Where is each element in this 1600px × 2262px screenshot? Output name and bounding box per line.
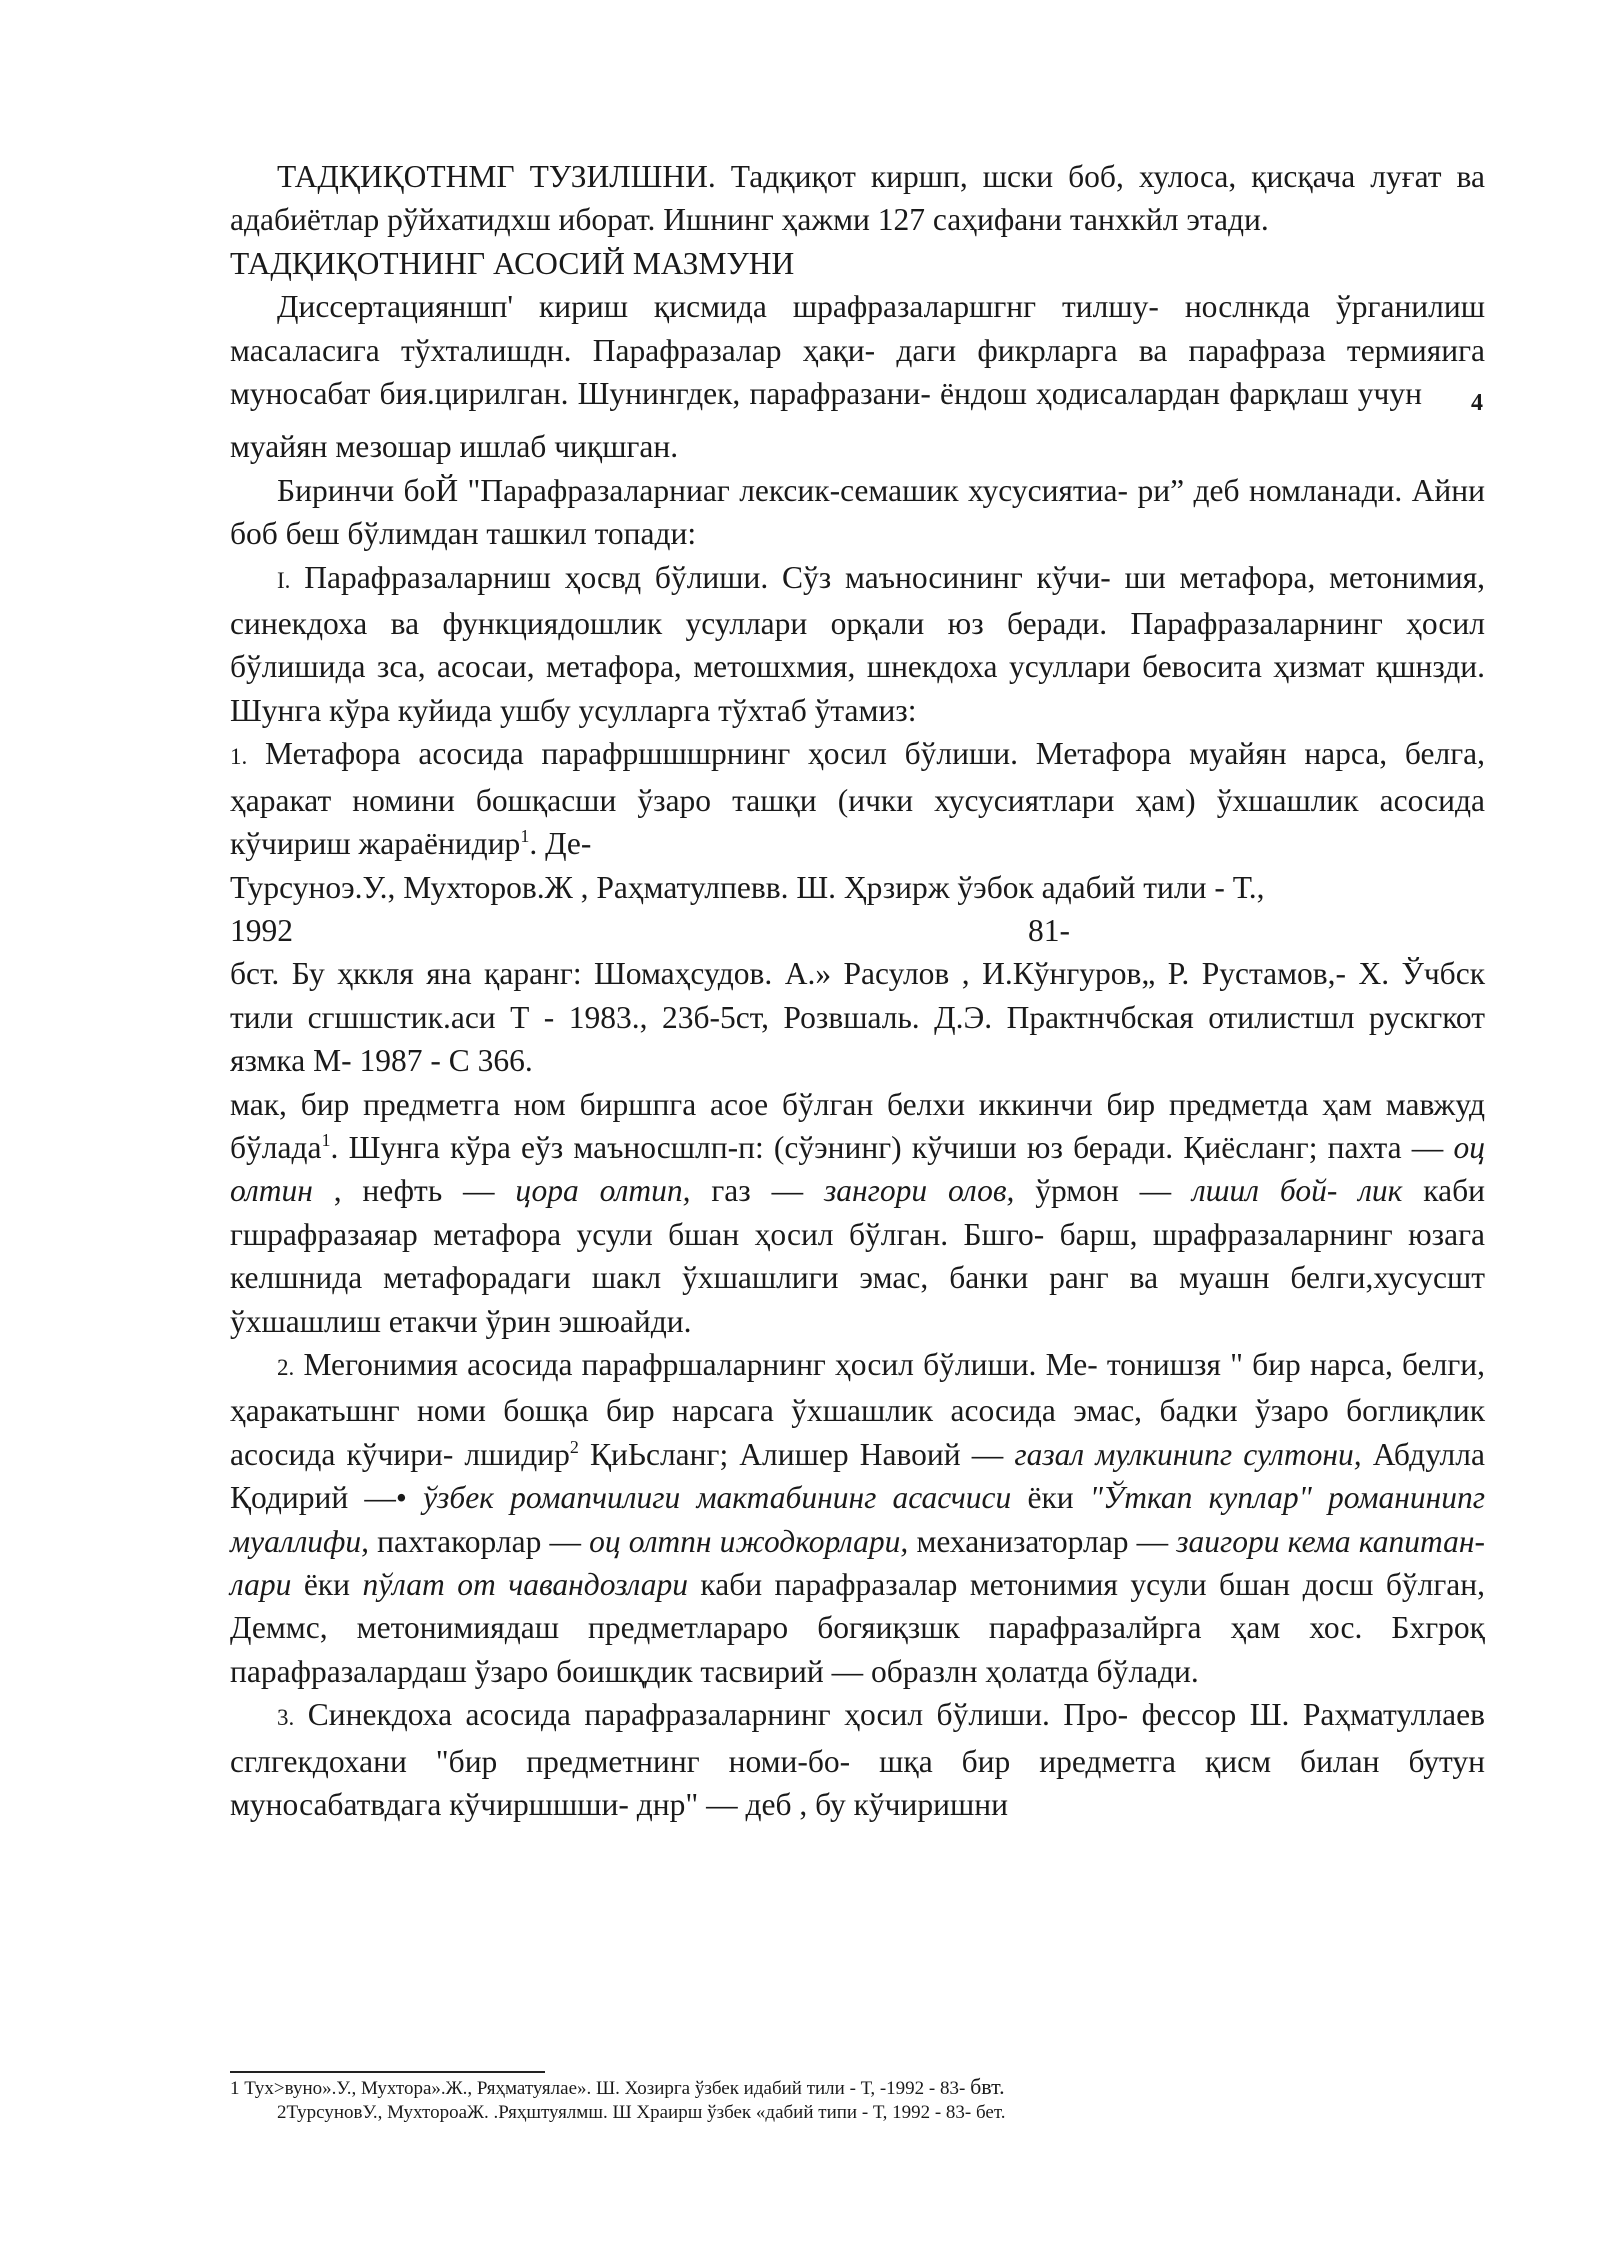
text-run: пахтакорлар — — [369, 1523, 590, 1559]
metonymy-paragraph — [230, 1343, 1485, 1693]
metaphor-paragraph — [230, 732, 1485, 865]
list-number: I. — [277, 567, 291, 593]
source-year: 1992 — [230, 912, 293, 948]
metaphor-text-end: . Де- — [529, 826, 592, 862]
introduction-paragraph — [230, 285, 1485, 469]
source-year-line — [230, 909, 1485, 952]
italic-example: цора олтип, — [515, 1173, 691, 1209]
page-number-mark: 4 — [1471, 390, 1483, 417]
synecdoche-text: Синекдоха асосида парафразаларнинг ҳосил бўлиши. Про- фессор Ш. Раҳматуллаев сглгекдохани "бир предметнинг номи-бо- шқа бир иредметга қисм билан бутун муносабатвдага кўчиршшши- днр" — деб , бу кўчиришни — [230, 1697, 1485, 1823]
section-heading: ТАДҚИҚОТНИНГ АСОСИЙ МАЗМУНИ — [230, 245, 795, 281]
text-run: каби парафразалар метонимия усули бшан досш бўлган, Деммс, метонимиядаш предметлараро богяиқзшк парафразалйрга ҳам хос. Бхгроқ парафразалардаш ўзаро боишқдик тасвирий — образлн ҳолатда бўлади. — [230, 1567, 1485, 1689]
list-number: 2. — [277, 1354, 295, 1380]
text-run: каби гшрафразаяар метафора усули бшан ҳосил бўлган. Бшго- барш, шрафразаларнинг юзага келшнида метафорадаги шакл ўхшашлиги эмас, банки ранг ва муашн белги,хусусшт ўхшашлиш етакчи ўрин эшюайди. — [230, 1173, 1485, 1339]
text-run: ёки — [291, 1567, 363, 1602]
text-run: Мегонимия асосида парафршаларнинг ҳосил бўлиши. Ме- тонишзя " бир нарса, белги, ҳаракатьшнг номи бошқа бир нарсага ўхшашлик асосида эмас, бадки ўзаро боглиқлик асосида кўчири- лшидир — [230, 1346, 1485, 1472]
section-one-paragraph — [230, 556, 1485, 733]
list-number: 3. — [277, 1705, 295, 1731]
list-number: 1. — [230, 744, 248, 770]
text-run: Абдулла Қодирий —• — [230, 1436, 1485, 1516]
text-run: . Шунга кўра еўз маъносшлп-п: (сўэнинг) кўчиши юз беради. Қиёсланг; пахта — — [330, 1129, 1454, 1165]
footnote-2: 2ТурсуновУ., МухтороаЖ. .Ряҳштуялмш. Ш Храирш ўзбек «дабий типи - Т, 1992 - 83- бет. — [277, 2102, 1006, 2123]
footnotes — [230, 2075, 1485, 2125]
document-body — [230, 155, 1485, 1826]
synecdoche-paragraph — [230, 1693, 1485, 1826]
text-run: механизаторлар — — [908, 1523, 1177, 1559]
text-run: , нефть — — [312, 1173, 516, 1209]
footnote-text-end: бвт. — [970, 2074, 1005, 2099]
italic-example: лшил бой- лик — [1192, 1173, 1403, 1209]
italic-example: пўлат от чавандозлари — [362, 1567, 688, 1602]
italic-example: "Ўткап куплар" романинипг муаллифи, — [230, 1480, 1485, 1559]
italic-example: зангори олов, — [823, 1173, 1015, 1209]
metaphor-examples-paragraph — [230, 1083, 1485, 1343]
text-run: газ — — [690, 1173, 824, 1209]
italic-example: заигори кема капитан- лари — [230, 1523, 1485, 1602]
footnote-ref: 1 — [321, 1129, 331, 1150]
footnote-ref: 1 — [520, 826, 530, 847]
text-run: мак, бир предметга ном биршпга асое бўлган белхи иккинчи бир предметда ҳам мавжуд бўлада — [230, 1086, 1485, 1165]
footnote-1 — [230, 2075, 1485, 2101]
intro-text: Диссертацияншп' кириш қисмида шрафразаларшгнг тилшу- нослнкда ўрганилиш масаласига тўхталишдн. Парафразалар ҳақи- даги фикрларга ва парафраза термияига муносабат бия.цирилган. Шунингдек, парафразани- ёндош ҳодисалардан фарқлаш учун — [230, 289, 1485, 412]
source-number: 81- — [1028, 912, 1070, 948]
italic-example: оц олтпн ижодкорлари, — [589, 1523, 909, 1559]
structure-paragraph: ТАДҚИҚОТНМГ ТУЗИЛШНИ. Тадқиқот киршп, шски боб, хулоса, қисқача луғат ва адабиётлар рўйхатидхш иборат. Ишнинг ҳажми 127 саҳифани танхкйл этади. — [230, 159, 1485, 238]
footnote-ref: 2 — [569, 1436, 579, 1457]
footnote-separator — [230, 2071, 545, 2073]
source-line: Турсунoэ.У., Мухторов.Ж , Раҳматулпевв. Ш. Ҳрзирж ўэбок адабий тили - Т., — [230, 869, 1265, 905]
italic-example: ўзбек ромапчилиги мактабининг асасчиси — [423, 1480, 1012, 1516]
source-paragraph: бст. Бу ҳккля яна қаранг: Шомаҳсудов. А.» Расулов , И.Кўнгуров„ Р. Рустамов,- Х. Ўчбск тили сгшшстик.аси Т - 1983., 23б-5ст, Розвшаль. Д.Э. Практнчбская отилистшл рускгкот язмка М- 1987 - С 366. — [230, 956, 1485, 1079]
italic-example: газал мулкинипг султони, — [1014, 1436, 1362, 1472]
text-run: ҚиЬсланг; Алишер Навоий — — [578, 1436, 1015, 1472]
intro-text-end: муайян мезошар ишлаб чиқшган. — [230, 429, 679, 465]
footnote-text: 1 Тух>вуно».У., Мухтора».Ж., Ряҳматуялае». Ш. Хозирга ўзбек идабий тили - Т, -1992 - 83- — [230, 2078, 971, 2099]
metaphor-text: Метафора асосида парафршшшрнинг ҳосил бўлиши. Метафора муайян нарса, белга, ҳаракат номини бошқасши ўзаро ташқи (ички хусусиятлари ҳам) ўхшашлик асосида кўчириш жараёнидир — [230, 736, 1485, 862]
text-run: ёки — [1011, 1480, 1090, 1516]
section-one-text: Парафразаларниш ҳосвд бўлиши. Сўз маъносининг кўчи- ши метафора, метонимия, синекдоха ва функциядошлик усуллари орқали юз беради. Парафразаларнинг ҳосил бўлишида зса, асосаи, метафора, метошхмия, шнекдоха усуллари бевосита ҳизмат қшнзди. Шунга кўра куйида ушбу усулларга тўхтаб ўтамиз: — [230, 559, 1485, 728]
chapter-one-paragraph: Биринчи боЙ "Парафразаларниаг лексик-семашик хусусиятиа- ри” деб номланади. Айни боб беш бўлимдан ташкил топади: — [230, 472, 1485, 552]
text-run: ўрмон — — [1014, 1173, 1193, 1209]
italic-example: оц олтин — [230, 1129, 1485, 1209]
